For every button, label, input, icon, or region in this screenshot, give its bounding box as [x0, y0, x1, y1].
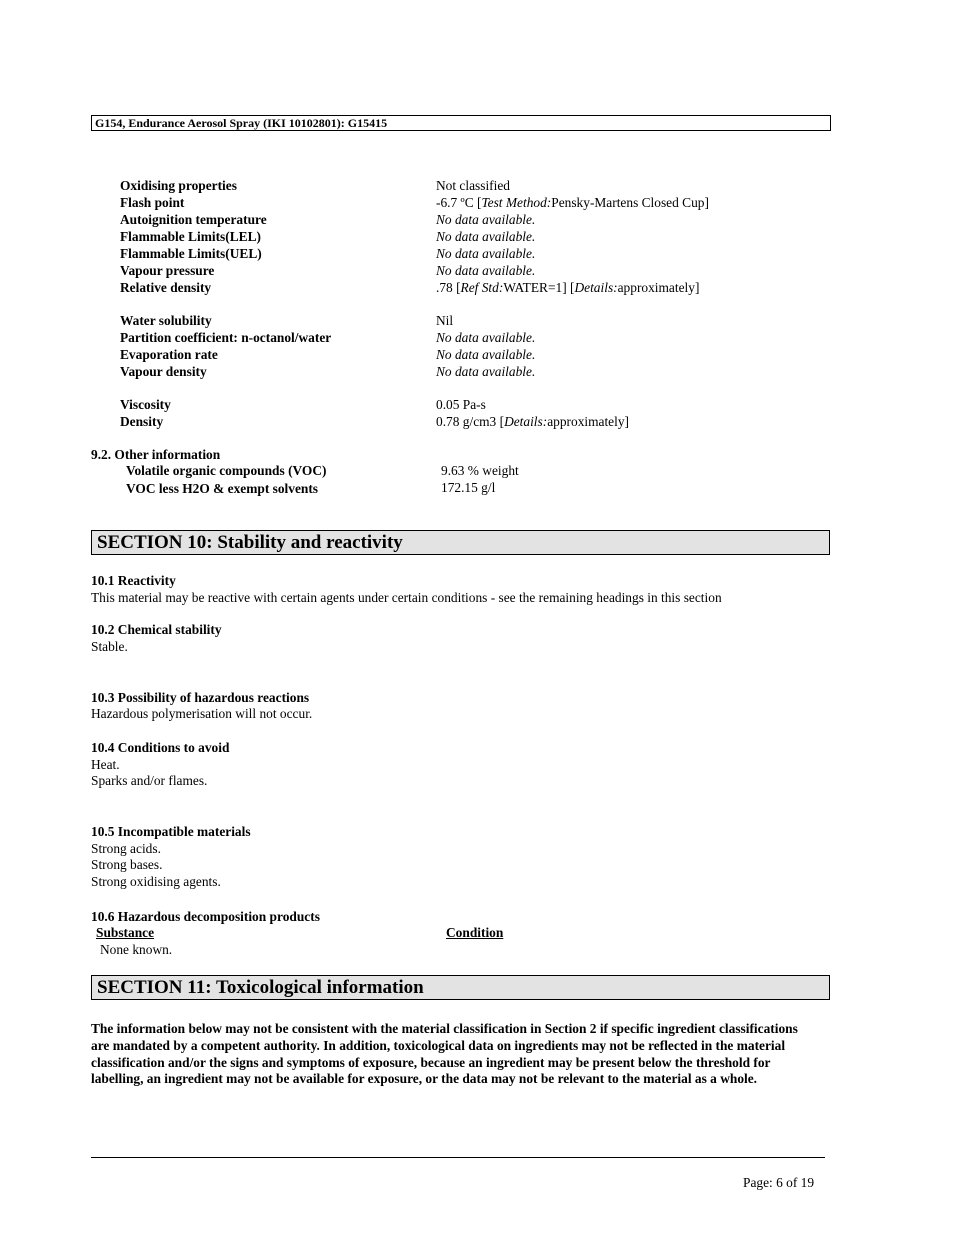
property-value: Not classified: [436, 178, 511, 193]
property-label: Partition coefficient: n-octanol/water: [120, 330, 332, 345]
property-value: No data available.: [436, 330, 536, 345]
conditions-line: Sparks and/or flames.: [91, 773, 208, 788]
conditions-line: Heat.: [91, 757, 120, 772]
property-label: Vapour density: [120, 364, 207, 379]
property-label: Vapour pressure: [120, 263, 215, 278]
conditions-heading: 10.4 Conditions to avoid: [91, 740, 230, 755]
other-info-label: Volatile organic compounds (VOC): [126, 463, 327, 478]
reactivity-heading: 10.1 Reactivity: [91, 573, 176, 588]
other-info-label: VOC less H2O & exempt solvents: [126, 481, 319, 496]
value-text: .78 [: [436, 280, 461, 295]
property-label: Flammable Limits(LEL): [120, 229, 261, 244]
property-value: 0.05 Pa-s: [436, 397, 486, 412]
column-header-substance: Substance: [96, 925, 155, 940]
value-text: approximately]: [617, 280, 700, 295]
property-label: Oxidising properties: [120, 178, 237, 193]
value-text: approximately]: [547, 414, 630, 429]
incompatible-line: Strong acids.: [91, 841, 161, 856]
value-text: WATER=1] [: [503, 280, 575, 295]
document-header: G154, Endurance Aerosol Spray (IKI 10102801): G15415: [91, 115, 831, 131]
property-label: Density: [120, 414, 164, 429]
value-text: 0.78 g/cm3 [: [436, 414, 505, 429]
incompatible-line: Strong bases.: [91, 857, 163, 872]
incompatible-line: Strong oxidising agents.: [91, 874, 221, 889]
hazardous-reactions-heading: 10.3 Possibility of hazardous reactions: [91, 690, 310, 705]
property-value: [436, 195, 709, 211]
decomposition-heading: 10.6 Hazardous decomposition products: [91, 909, 320, 924]
property-label: Flash point: [120, 195, 185, 210]
hazardous-reactions-text: Hazardous polymerisation will not occur.: [91, 706, 313, 721]
property-value: No data available.: [436, 263, 536, 278]
property-value: No data available.: [436, 246, 536, 261]
page-number: Page: 6 of 19: [743, 1175, 815, 1190]
value-italic: Details:: [574, 280, 618, 295]
incompatible-heading: 10.5 Incompatible materials: [91, 824, 251, 839]
toxicology-note: The information below may not be consistent with the material classification in Section 2 if specific ingredient classifications are mandated by a competent authority. In addition, toxicological data on ingredients may not be reflected in the material classification and/or the signs and symptoms of exposure, because an ingredient may be present below the threshold for labelling, an ingredient may not be available for exposure, or the data may not be relevant to the material as a whole.: [91, 1021, 798, 1087]
property-label: Autoignition temperature: [120, 212, 267, 227]
value-italic: Details:: [504, 414, 548, 429]
property-value: No data available.: [436, 212, 536, 227]
property-label: Water solubility: [120, 313, 212, 328]
other-info-heading: 9.2. Other information: [91, 447, 221, 462]
property-value: Nil: [436, 313, 454, 328]
section-11-title: SECTION 11: Toxicological information: [91, 975, 830, 1000]
column-header-condition: Condition: [446, 925, 504, 940]
value-text: Pensky-Martens Closed Cup]: [551, 195, 709, 210]
other-info-value: 172.15 g/l: [441, 480, 496, 495]
reactivity-text: This material may be reactive with certain agents under certain conditions - see the remaining headings in this section: [91, 590, 722, 605]
property-label: Viscosity: [120, 397, 171, 412]
property-value: No data available.: [436, 229, 536, 244]
other-info-value: 9.63 % weight: [441, 463, 519, 478]
property-value: No data available.: [436, 347, 536, 362]
property-label: Flammable Limits(UEL): [120, 246, 262, 261]
footer-divider: [91, 1157, 825, 1158]
property-value: [436, 414, 629, 430]
stability-text: Stable.: [91, 639, 128, 654]
property-value: No data available.: [436, 364, 536, 379]
section-10-title: SECTION 10: Stability and reactivity: [91, 530, 830, 555]
property-value: [436, 280, 699, 296]
value-italic: Test Method:: [481, 195, 552, 210]
value-italic: Ref Std:: [460, 280, 504, 295]
value-text: -6.7 ºC [: [436, 195, 482, 210]
stability-heading: 10.2 Chemical stability: [91, 622, 222, 637]
property-label: Relative density: [120, 280, 212, 295]
property-label: Evaporation rate: [120, 347, 218, 362]
decomposition-row: None known.: [100, 942, 173, 957]
